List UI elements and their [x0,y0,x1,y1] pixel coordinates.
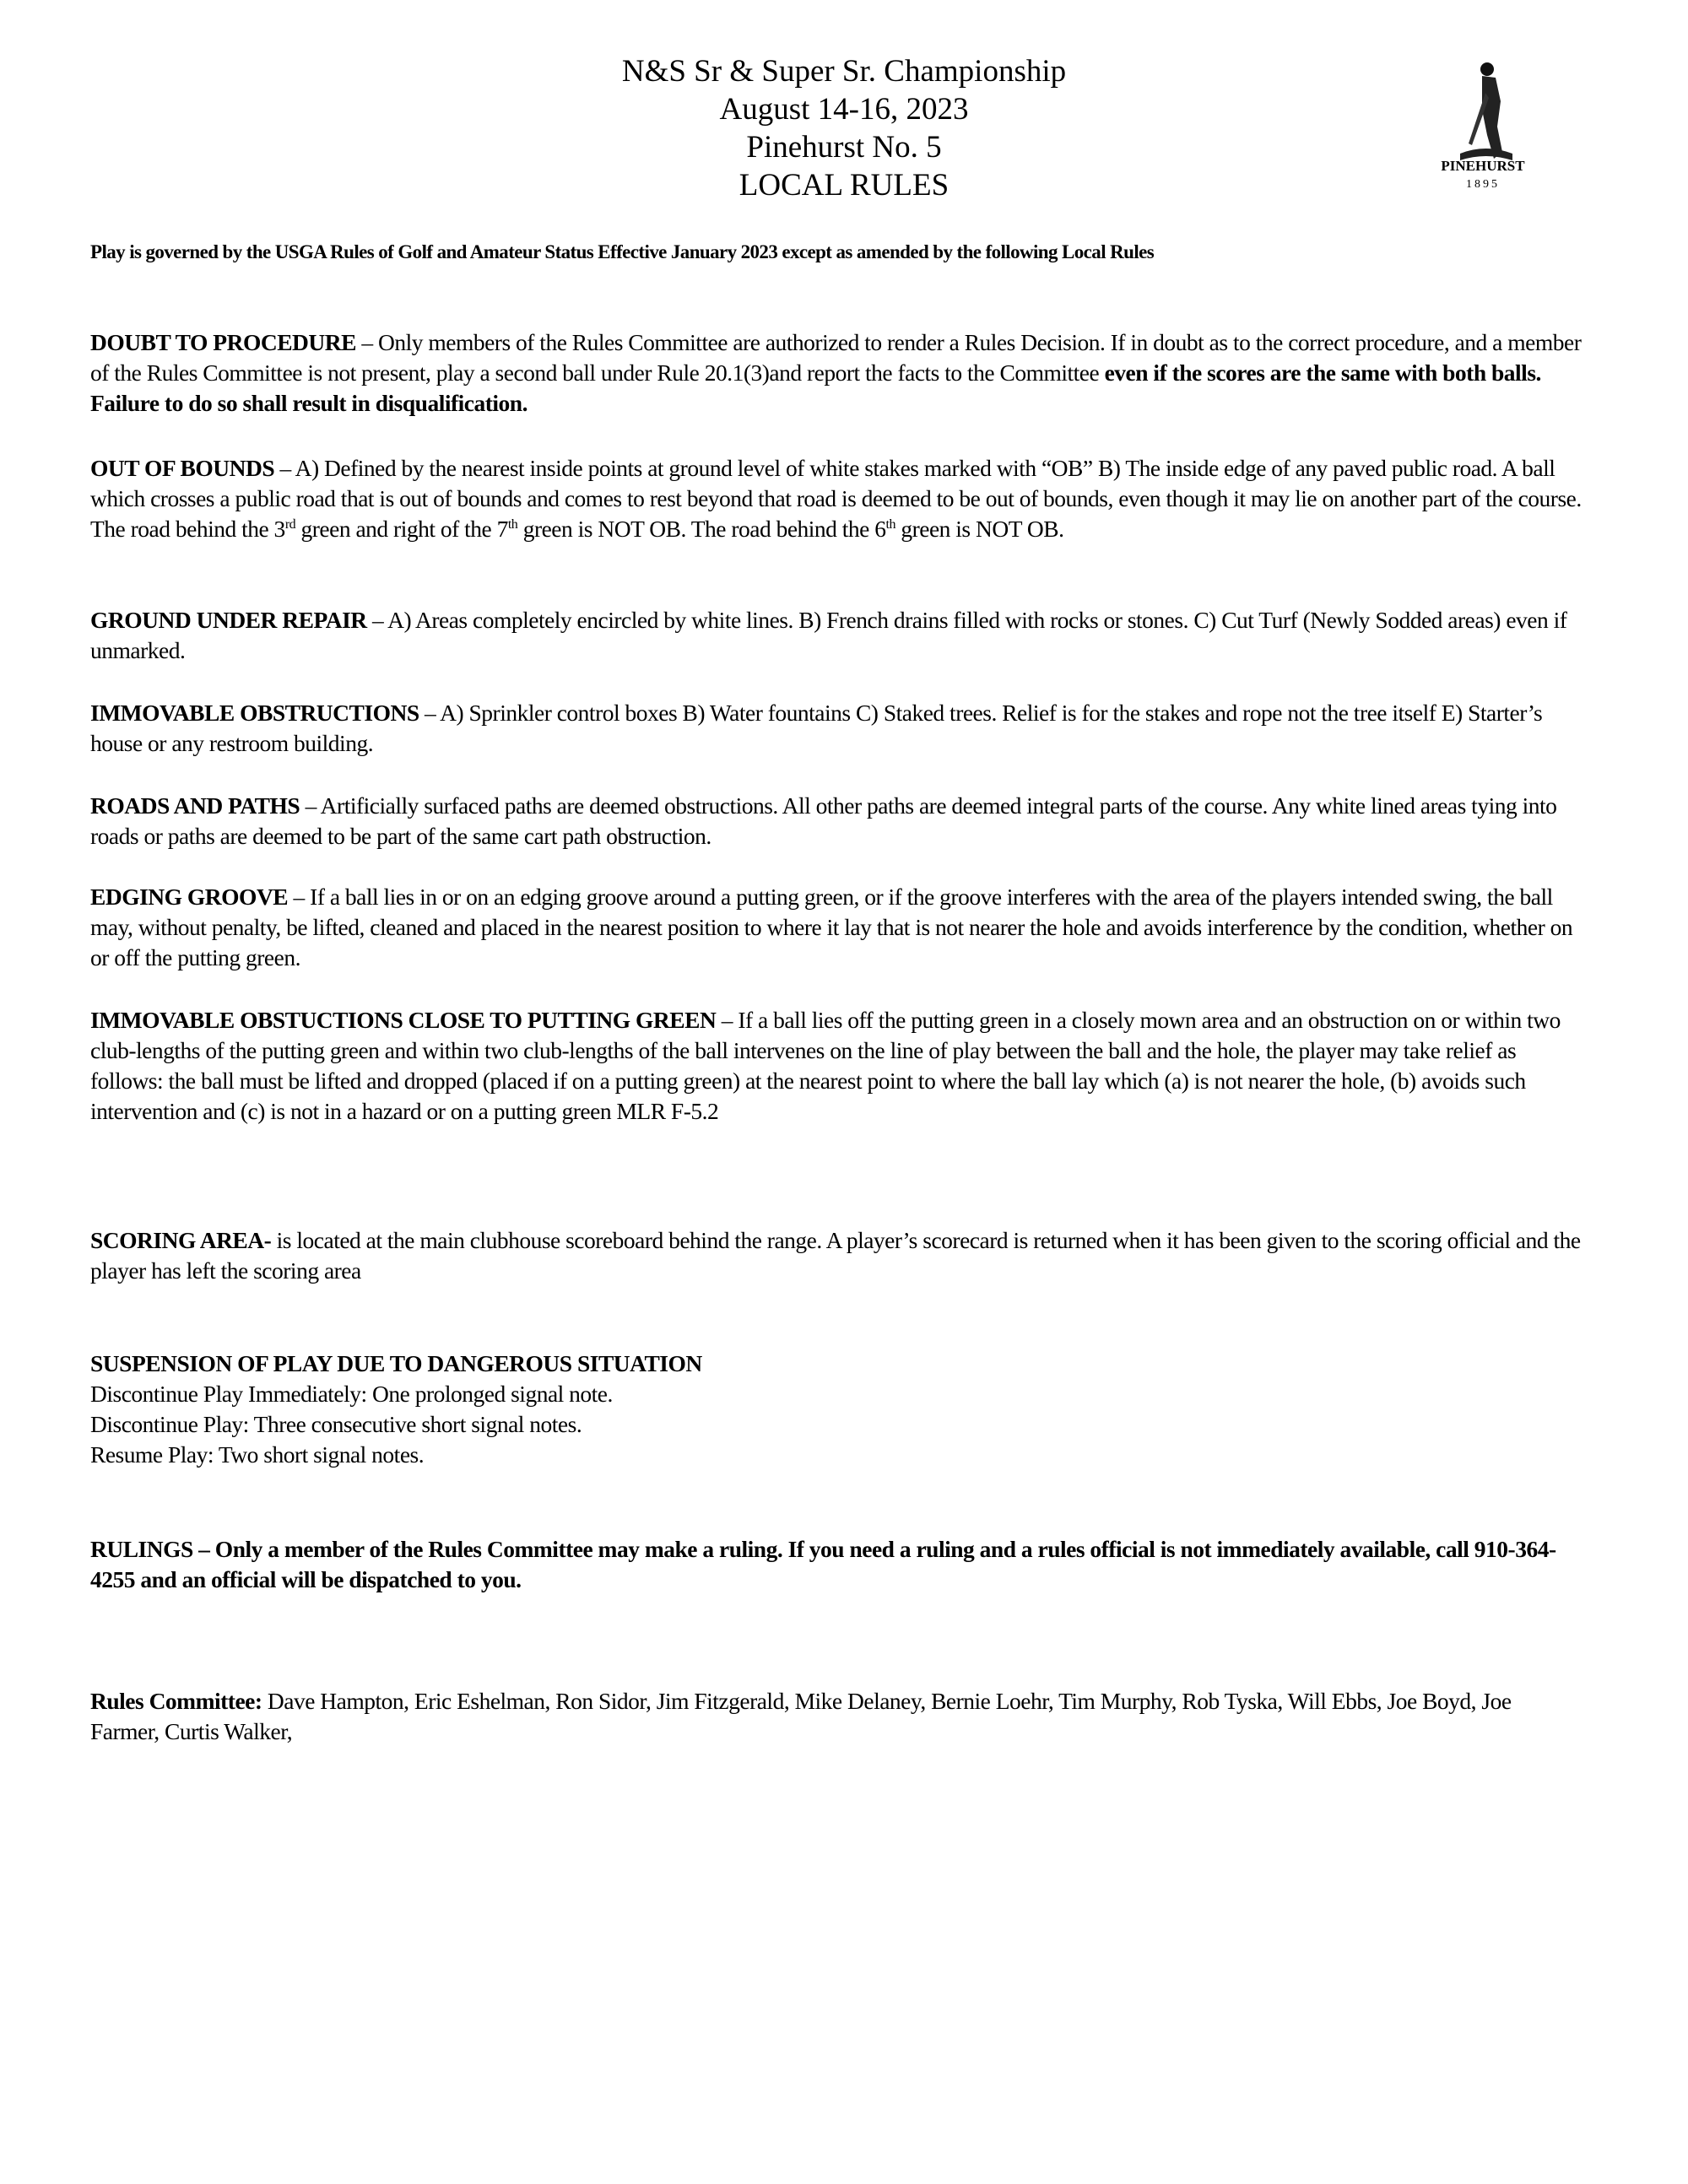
superscript: th [885,516,895,532]
section-text: – A) Areas completely encircled by white lines. B) French drains filled with rocks or stones. C) Cut Turf (Newly Sodded areas) even if unmarked. [90,607,1567,663]
section-rules-committee [90,1686,1584,1747]
governing-rules-statement: Play is governed by the USGA Rules of Golf and Amateur Status Effective January 2023 except as amended by the following Local Rules [90,241,1155,262]
section-heading: SUSPENSION OF PLAY DUE TO DANGEROUS SITUATION [90,1350,702,1376]
section-heading: OUT OF BOUNDS [90,455,275,481]
logo-year: 1895 [1466,178,1500,191]
section-rulings [90,1534,1584,1595]
section-text: – Artificially surfaced paths are deemed obstructions. All other paths are deemed integral parts of the course. Any white lined areas tying into roads or paths are deemed to be part of the same cart path obstruction. [90,792,1557,849]
section-scoring-area [90,1225,1584,1286]
section-heading: IMMOVABLE OBSTUCTIONS CLOSE TO PUTTING GREEN [90,1007,717,1033]
section-out-of-bounds [90,453,1584,544]
section-text: – Only members of the Rules Committee are authorized to render a Rules Decision. If in doubt as to the correct procedure, and a member of the Rules Committee is not present, play a second ball under Rule 20.1(3)and report the facts to the Committee [90,329,1582,386]
committee-members: Dave Hampton, Eric Eshelman, Ron Sidor, Jim Fitzgerald, Mike Delaney, Bernie Loehr, Tim Murphy, Rob Tyska, Will Ebbs, Joe Boyd, Joe Farmer, Curtis Walker, [90,1688,1512,1744]
section-edging-groove [90,882,1584,973]
superscript: rd [284,516,296,532]
section-text: green is NOT OB. [895,516,1064,542]
section-heading: GROUND UNDER REPAIR [90,607,367,633]
section-text: – A) Defined by the nearest inside points at ground level of white stakes marked with “OB” B) The inside edge of any paved public road. A ball which crosses a public road that is out of bounds and comes to rest beyond that road is deemed to be out of bounds, even though it may lie on another part of the course. The road behind the 3 [90,455,1582,542]
section-text: – A) Sprinkler control boxes B) Water fountains C) Staked trees. Relief is for the stakes and rope not the tree itself E) Starter’s house or any restroom building. [90,700,1543,756]
section-heading: EDGING GROOVE [90,884,289,910]
superscript: th [507,516,518,532]
section-text: – If a ball lies in or on an edging groove around a putting green, or if the groove interferes with the area of the players intended swing, the ball may, without penalty, be lifted, cleaned and placed in the nearest position to where it lay that is not nearer the hole and avoids interference by the condition, whether on or off the putting green. [90,884,1573,970]
section-ground-under-repair [90,605,1584,666]
section-suspension-of-play [90,1349,1584,1470]
logo-text: PINEHURST [1441,158,1525,174]
section-text: is located at the main clubhouse scoreboard behind the range. A player’s scorecard is returned when it has been given to the scoring official and the player has left the scoring area [90,1227,1581,1284]
section-heading: DOUBT TO PROCEDURE [90,329,356,355]
section-text: green and right of the 7 [295,516,508,542]
section-bold-text: even if the scores are the same with both balls. Failure to do so shall result in disqualification. [90,359,1541,416]
signal-line: Discontinue Play: Three consecutive short signal notes. [90,1411,582,1437]
section-roads-and-paths [90,791,1584,851]
event-title: N&S Sr & Super Sr. Championship [621,54,1067,89]
section-heading: Rules Committee: [90,1688,262,1714]
event-dates: August 14-16, 2023 [719,92,969,127]
section-heading: SCORING AREA- [90,1227,272,1253]
document-title: LOCAL RULES [738,168,950,203]
signal-line: Discontinue Play Immediately: One prolonged signal note. [90,1381,613,1407]
rulings-text: RULINGS – Only a member of the Rules Committee may make a ruling. If you need a ruling and a rules official is not immediately available, call 910-364-4255 and an official will be dispatched to you. [90,1536,1556,1592]
section-text: – If a ball lies off the putting green in a closely mown area and an obstruction on or within two club-lengths of the putting green and within two club-lengths of the ball intervenes on the line of play between the ball and the hole, the player may take relief as follows: the ball must be lifted and dropped (placed if on a putting green) at the nearest point to where the ball lay which (a) is not nearer the hole, (b) avoids such intervention and (c) is not in a hazard or on a putting green MLR F-5.2 [90,1007,1561,1124]
section-obstructions-close-to-green [90,1005,1584,1127]
section-immovable-obstructions [90,698,1584,759]
course-name: Pinehurst No. 5 [746,130,942,165]
signal-line: Resume Play: Two short signal notes. [90,1441,425,1468]
pinehurst-logo-icon [1435,59,1532,194]
section-doubt-to-procedure [90,327,1584,419]
section-heading: IMMOVABLE OBSTRUCTIONS [90,700,419,726]
section-text: green is NOT OB. The road behind the 6 [517,516,886,542]
section-heading: ROADS AND PATHS [90,792,300,819]
